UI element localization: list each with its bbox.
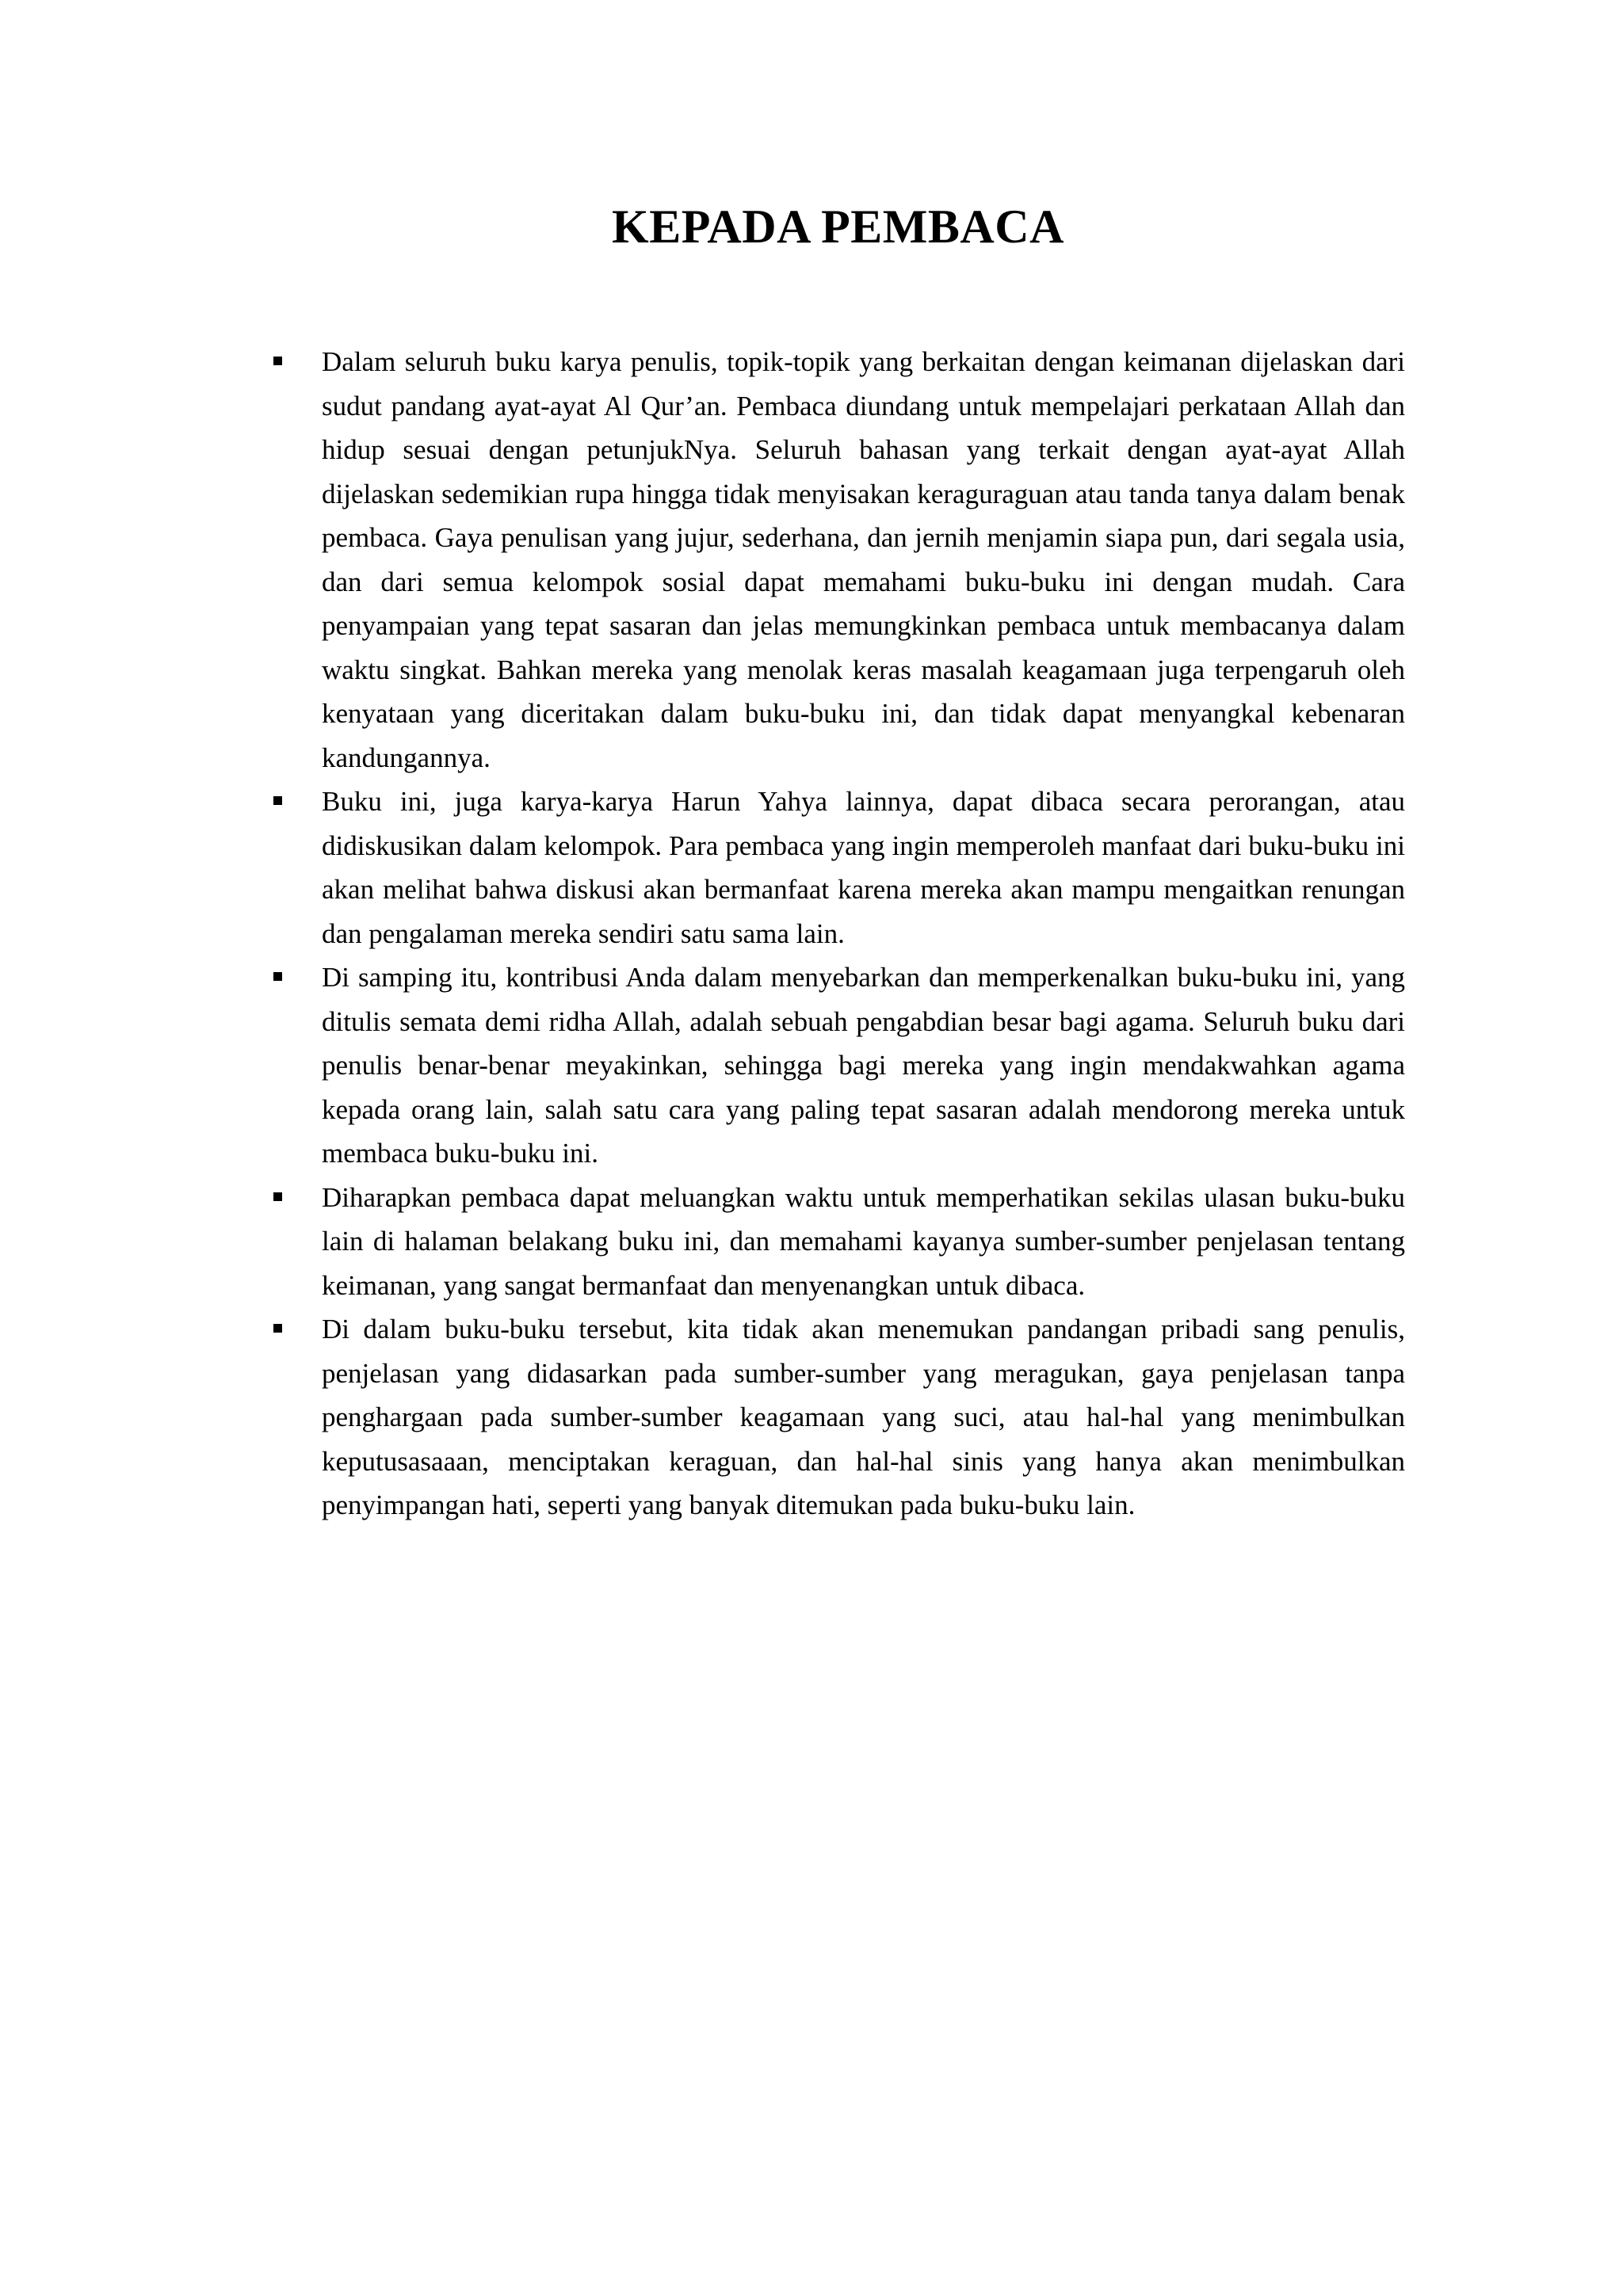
list-item bbox=[273, 340, 1405, 780]
list-item-text: Diharapkan pembaca dapat meluangkan waktu untuk memperhatikan sekilas ulasan buku-buku lain di halaman belakang buku ini, dan memahami kayanya sumber-sumber penjelasan tentang keimanan, yang sangat bermanfaat dan menyenangkan untuk dibaca. bbox=[322, 1181, 1405, 1301]
square-bullet-icon bbox=[273, 796, 282, 805]
bullet-list bbox=[273, 340, 1405, 1527]
list-item bbox=[273, 1307, 1405, 1527]
list-item-text: Di samping itu, kontribusi Anda dalam menyebarkan dan memperkenalkan buku-buku ini, yang ditulis semata demi ridha Allah, adalah sebuah pengabdian besar bagi agama. Seluruh buku dari penulis benar-benar meyakinkan, sehingga bagi mereka yang ingin mendakwahkan agama kepada orang lain, salah satu cara yang paling tepat sasaran adalah mendorong mereka untuk membaca buku-buku ini. bbox=[322, 962, 1405, 1169]
list-item-text: Dalam seluruh buku karya penulis, topik-topik yang berkaitan dengan keimanan dijelaskan dari sudut pandang ayat-ayat Al Qur’an. Pembaca diundang untuk mempelajari perkataan Allah dan hidup sesuai dengan petunjukNya. Seluruh bahasan yang terkait dengan ayat-ayat Allah dijelaskan sedemikian rupa hingga tidak menyisakan keraguraguan atau tanda tanya dalam benak pembaca. Gaya penulisan yang jujur, sederhana, dan jernih menjamin siapa pun, dari segala usia, dan dari semua kelompok sosial dapat memahami buku-buku ini dengan mudah. Cara penyampaian yang tepat sasaran dan jelas memungkinkan pembaca untuk membacanya dalam waktu singkat. Bahkan mereka yang menolak keras masalah keagamaan juga terpengaruh oleh kenyataan yang diceritakan dalam buku-buku ini, dan tidak dapat menyangkal kebenaran kandungannya. bbox=[322, 346, 1405, 773]
list-item-text: Buku ini, juga karya-karya Harun Yahya lainnya, dapat dibaca secara perorangan, atau didiskusikan dalam kelompok. Para pembaca yang ingin memperoleh manfaat dari buku-buku ini akan melihat bahwa diskusi akan bermanfaat karena mereka akan mampu mengaitkan renungan dan pengalaman mereka sendiri satu sama lain. bbox=[322, 786, 1405, 949]
list-item-text: Di dalam buku-buku tersebut, kita tidak akan menemukan pandangan pribadi sang penulis, penjelasan yang didasarkan pada sumber-sumber yang meragukan, gaya penjelasan tanpa penghargaan pada sumber-sumber keagamaan yang suci, atau hal-hal yang menimbulkan keputusasaaan, menciptakan keraguan, dan hal-hal sinis yang hanya akan menimbulkan penyimpangan hati, seperti yang banyak ditemukan pada buku-buku lain. bbox=[322, 1314, 1405, 1520]
list-item bbox=[273, 780, 1405, 955]
square-bullet-icon bbox=[273, 357, 282, 365]
list-item bbox=[273, 955, 1405, 1176]
list-item bbox=[273, 1176, 1405, 1308]
square-bullet-icon bbox=[273, 1192, 282, 1201]
square-bullet-icon bbox=[273, 1324, 282, 1333]
page-title: KEPADA PEMBACA bbox=[612, 200, 1064, 253]
square-bullet-icon bbox=[273, 972, 282, 981]
